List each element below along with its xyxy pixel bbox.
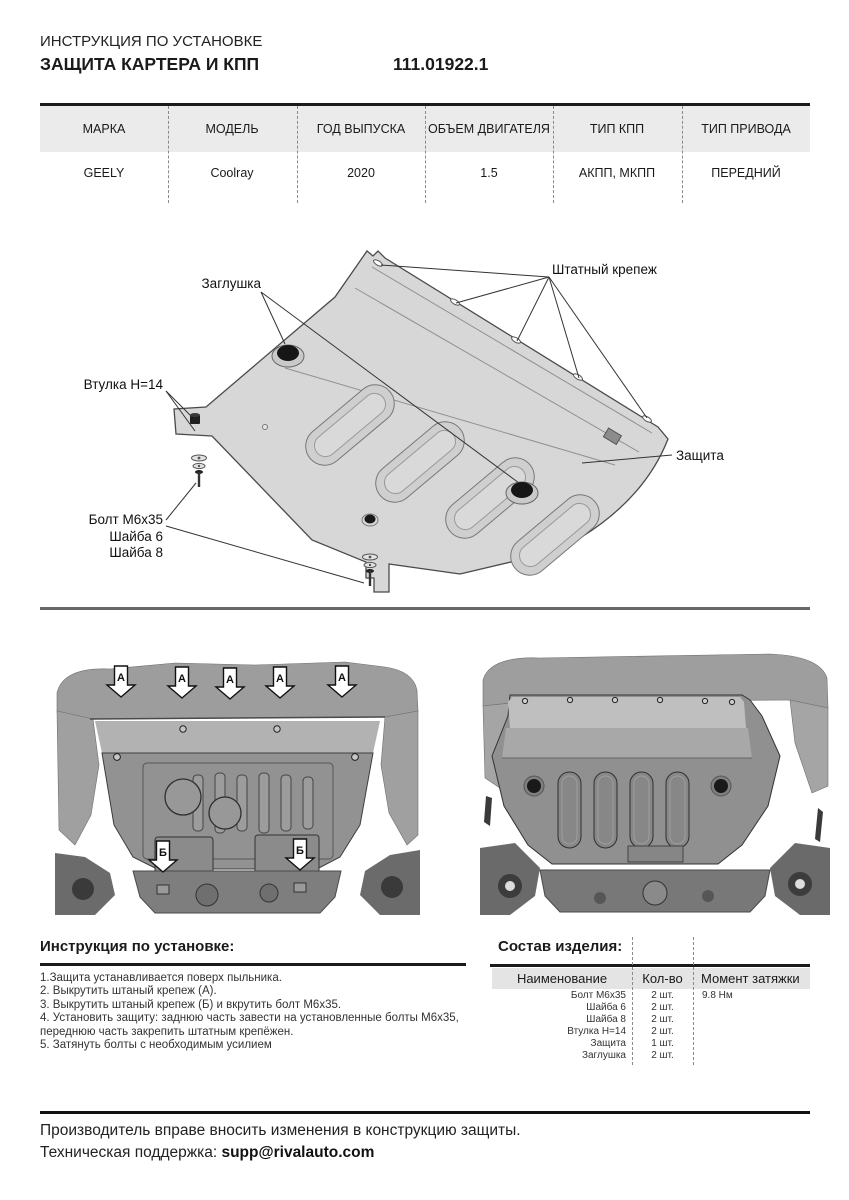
label-bolt: Болт М6х35: [88, 512, 163, 527]
label-washer8: Шайба 8: [109, 545, 163, 560]
arrow-letter-b: Б: [296, 845, 304, 857]
spec-value-year: 2020: [347, 166, 375, 180]
parts-separator: [632, 937, 633, 1065]
part-qty: 2 шт.: [651, 990, 674, 1001]
instruction-step: 2. Выкрутить штаный крепеж (А).: [40, 985, 217, 998]
arrow-letter-b: Б: [159, 847, 167, 859]
spec-value-gearbox: АКПП, МКПП: [578, 166, 656, 180]
plug-rear: [506, 482, 538, 504]
part-qty: 1 шт.: [651, 1038, 674, 1049]
instruction-step: 3. Выкрутить штаный крепеж (Б) и вкрутить болт М6х35.: [40, 998, 342, 1011]
part-qty: 2 шт.: [651, 1002, 674, 1013]
instructions-title: Инструкция по установке:: [40, 938, 235, 955]
instruction-step: 4. Установить защиту: заднюю часть завести на установленные болты М6х35,: [40, 1012, 459, 1025]
instruction-step: переднюю часть закрепить штатным крепёжен.: [40, 1025, 294, 1038]
parts-header-torque: Момент затяжки: [701, 971, 800, 986]
hardware-left: [192, 455, 207, 487]
parts-title: Состав изделия:: [498, 938, 623, 955]
spec-header-gearbox: ТИП КПП: [589, 122, 645, 136]
plug-front: [272, 345, 304, 367]
arrow-letter-a: А: [338, 672, 346, 684]
parts-header-name: Наименование: [516, 971, 608, 986]
label-guard: Защита: [676, 448, 724, 463]
spec-value-model: Coolray: [210, 166, 254, 180]
document-title: ЗАЩИТА КАРТЕРА И КПП: [40, 54, 260, 74]
spec-header-marka: МАРКА: [82, 122, 126, 136]
small-hole: [263, 425, 268, 430]
photo-before-installation: [55, 645, 420, 915]
torque-value: 9.8 Нм: [702, 990, 733, 1001]
instructions-rule: [40, 963, 466, 966]
part-number: 111.01922.1: [393, 54, 489, 74]
spec-separator: [553, 106, 554, 203]
arrow-letter-a: А: [276, 673, 284, 685]
spec-header-drive: ТИП ПРИВОДА: [701, 122, 791, 136]
spec-header-year: ГОД ВЫПУСКА: [316, 122, 406, 136]
instruction-step: 1.Защита устанавливается поверх пыльника.: [40, 972, 282, 984]
part-name: Втулка H=14: [567, 1026, 626, 1037]
spec-header-engine: ОБЪЕМ ДВИГАТЕЛЯ: [428, 122, 550, 136]
bushing-left: [190, 413, 200, 424]
spec-separator: [168, 106, 169, 203]
parts-header-qty: Кол-во: [642, 971, 683, 986]
part-qty: 2 шт.: [651, 1014, 674, 1025]
guard-plate: [174, 251, 668, 592]
parts-rule: [490, 964, 810, 967]
section-divider: [40, 607, 810, 610]
spec-separator: [297, 106, 298, 203]
parts-separator: [693, 937, 694, 1065]
part-name: Заглушка: [581, 1050, 626, 1061]
dust-cover: [95, 721, 380, 884]
instruction-step: 5. Затянуть болты с необходимым усилием: [40, 1039, 272, 1052]
part-name: Защита: [590, 1038, 626, 1049]
label-bushing: Втулка H=14: [83, 377, 163, 392]
document-subtitle: ИНСТРУКЦИЯ ПО УСТАНОВКЕ: [40, 33, 263, 50]
photo-after-installation: [480, 638, 830, 915]
label-plug: Заглушка: [201, 276, 261, 291]
support-email: supp@rivalauto.com: [221, 1144, 375, 1161]
footer-note: Производитель вправе вносить изменения в конструкцию защиты.: [40, 1122, 521, 1139]
footer-support-line: [40, 1144, 374, 1162]
label-washer6: Шайба 6: [109, 529, 163, 544]
spec-separator: [682, 106, 683, 203]
spec-value-engine: 1.5: [480, 166, 498, 180]
arrow-letter-a: А: [178, 673, 186, 685]
spec-header-model: МОДЕЛЬ: [205, 122, 259, 136]
installed-guard: [492, 695, 780, 864]
part-qty: 2 шт.: [651, 1050, 674, 1061]
spec-separator: [425, 106, 426, 203]
exploded-diagram: [35, 243, 815, 605]
part-name: Болт М6х35: [570, 990, 626, 1001]
arrow-letter-a: А: [226, 674, 234, 686]
support-label: Техническая поддержка:: [40, 1144, 222, 1161]
spec-value-drive: ПЕРЕДНИЙ: [711, 166, 781, 180]
instructions-list: [40, 972, 480, 1052]
footer-rule: [40, 1111, 810, 1114]
part-qty: 2 шт.: [651, 1026, 674, 1037]
part-name: Шайба 8: [586, 1014, 626, 1025]
arrow-letter-a: А: [117, 672, 125, 684]
label-factory-fastener: Штатный крепеж: [552, 262, 657, 277]
part-name: Шайба 6: [586, 1002, 626, 1013]
spec-value-marka: GEELY: [83, 166, 125, 180]
